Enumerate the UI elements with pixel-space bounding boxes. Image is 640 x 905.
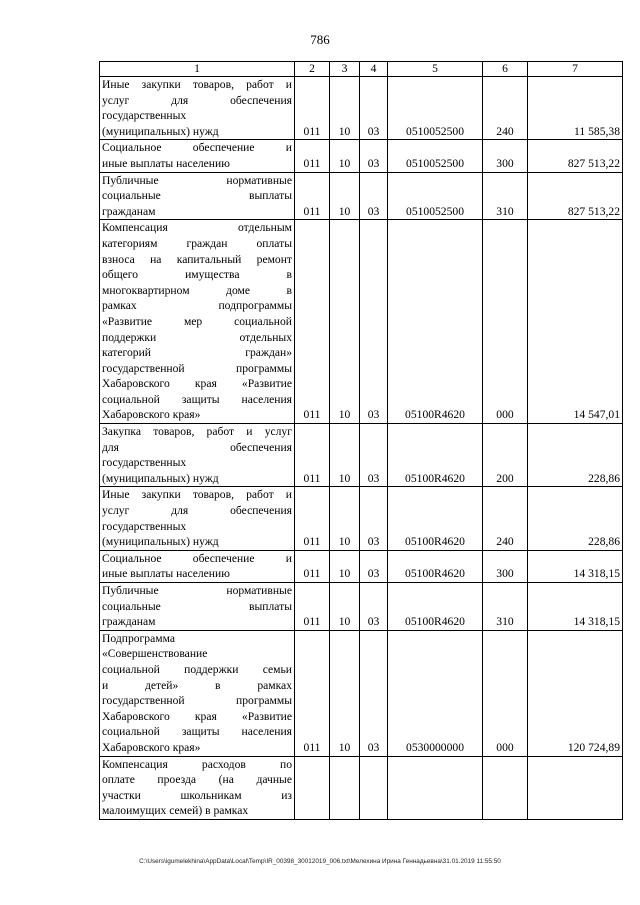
file-path-footer: C:\Users\igumelekhina\AppData\Local\Temp\IR_00398_30012019_006.txt\Мелехина Ирина Геннадьевна\31.01.2019 11:55:50 (139, 858, 501, 865)
row-name-cell (100, 424, 295, 487)
target-article-cell: 05100R4620 (388, 550, 483, 582)
header-cell: 2 (295, 62, 330, 77)
row-name-line: услуг для обеспечения (102, 93, 292, 107)
row-name-line: услуг для обеспечения (102, 504, 292, 518)
expense-type-cell: 200 (483, 424, 528, 487)
table-header-row (100, 62, 623, 77)
subsection-code-cell: 03 (360, 77, 388, 140)
admin-code-cell: 011 (295, 172, 330, 220)
row-name-line: (муниципальных) нужд (102, 471, 219, 485)
row-name-line: «Совершенствование (102, 647, 208, 661)
expense-type-cell: 240 (483, 487, 528, 550)
amount-cell: 14 318,15 (528, 550, 623, 582)
table-row (100, 172, 623, 220)
section-code-cell: 10 (330, 583, 360, 631)
row-name-line: (муниципальных) нужд (102, 124, 219, 138)
subsection-code-cell: 03 (360, 583, 388, 631)
admin-code-cell: 011 (295, 583, 330, 631)
page-number: 786 (310, 32, 330, 47)
amount-cell (528, 756, 623, 819)
target-article-cell: 05100R4620 (388, 424, 483, 487)
row-name-line: Социальное обеспечение и (102, 141, 292, 155)
subsection-code-cell (360, 756, 388, 819)
subsection-code-cell: 03 (360, 487, 388, 550)
budget-table (99, 61, 623, 820)
section-code-cell: 10 (330, 487, 360, 550)
header-cell: 4 (360, 62, 388, 77)
row-name-cell (100, 172, 295, 220)
row-name-line: Иные закупки товаров, работ и (102, 488, 292, 502)
row-name-line: «Развитие мер социальной (102, 314, 292, 328)
expense-type-cell: 000 (483, 220, 528, 424)
row-name-cell (100, 220, 295, 424)
row-name-line: социальной защиты населения (102, 392, 292, 406)
section-code-cell: 10 (330, 630, 360, 756)
row-name-cell (100, 630, 295, 756)
admin-code-cell: 011 (295, 140, 330, 172)
row-name-line: гражданам (102, 204, 156, 218)
amount-cell: 120 724,89 (528, 630, 623, 756)
row-name-cell (100, 756, 295, 819)
admin-code-cell: 011 (295, 630, 330, 756)
expense-type-cell: 310 (483, 583, 528, 631)
row-name-line: малоимущих семей) в рамках (102, 804, 249, 818)
admin-code-cell (295, 756, 330, 819)
target-article-cell: 05100R4620 (388, 583, 483, 631)
amount-cell: 228,86 (528, 487, 623, 550)
row-name-cell (100, 550, 295, 582)
target-article-cell: 0510052500 (388, 77, 483, 140)
section-code-cell: 10 (330, 220, 360, 424)
admin-code-cell: 011 (295, 550, 330, 582)
row-name-line: категорий граждан» (102, 346, 292, 360)
section-code-cell: 10 (330, 172, 360, 220)
row-name-line: для обеспечения (102, 440, 292, 454)
header-cell: 5 (388, 62, 483, 77)
row-name-line: Компенсация расходов по (102, 757, 292, 771)
expense-type-cell: 000 (483, 630, 528, 756)
row-name-line: иные выплаты населению (102, 567, 230, 581)
target-article-cell: 05100R4620 (388, 220, 483, 424)
table-row (100, 550, 623, 582)
row-name-line: Хабаровского края» (102, 740, 201, 754)
row-name-line: гражданам (102, 615, 156, 629)
amount-cell: 827 513,22 (528, 172, 623, 220)
subsection-code-cell: 03 (360, 424, 388, 487)
admin-code-cell: 011 (295, 77, 330, 140)
row-name-line: государственных (102, 519, 187, 533)
row-name-line: государственных (102, 456, 187, 470)
row-name-line: государственной программы (102, 694, 292, 708)
expense-type-cell: 300 (483, 550, 528, 582)
row-name-line: Подпрограмма (102, 631, 175, 645)
expense-type-cell: 310 (483, 172, 528, 220)
header-cell: 3 (330, 62, 360, 77)
row-name-line: социальные выплаты (102, 189, 292, 203)
target-article-cell (388, 756, 483, 819)
amount-cell: 827 513,22 (528, 140, 623, 172)
expense-type-cell: 300 (483, 140, 528, 172)
row-name-line: взноса на капитальный ремонт (102, 252, 292, 266)
table-row (100, 630, 623, 756)
table-row (100, 77, 623, 140)
amount-cell: 228,86 (528, 424, 623, 487)
header-cell: 1 (100, 62, 295, 77)
row-name-line: и детей» в рамках (102, 678, 292, 692)
row-name-line: Хабаровского края» (102, 408, 201, 422)
admin-code-cell: 011 (295, 424, 330, 487)
amount-cell: 14 318,15 (528, 583, 623, 631)
row-name-line: Иные закупки товаров, работ и (102, 78, 292, 91)
subsection-code-cell: 03 (360, 172, 388, 220)
row-name-line: социальные выплаты (102, 599, 292, 613)
table-row (100, 140, 623, 172)
row-name-line: поддержки отдельных (102, 330, 292, 344)
expense-type-cell (483, 756, 528, 819)
row-name-cell (100, 77, 295, 140)
row-name-line: социальной защиты населения (102, 725, 292, 739)
row-name-line: (муниципальных) нужд (102, 535, 219, 549)
subsection-code-cell: 03 (360, 630, 388, 756)
row-name-line: оплате проезда (на дачные (102, 773, 292, 787)
row-name-line: социальной поддержки семьи (102, 662, 292, 676)
target-article-cell: 0530000000 (388, 630, 483, 756)
row-name-line: Публичные нормативные (102, 584, 292, 597)
amount-cell: 14 547,01 (528, 220, 623, 424)
section-code-cell: 10 (330, 424, 360, 487)
admin-code-cell: 011 (295, 487, 330, 550)
table-row (100, 756, 623, 819)
subsection-code-cell: 03 (360, 220, 388, 424)
row-name-cell (100, 140, 295, 172)
row-name-line: государственной программы (102, 361, 292, 375)
subsection-code-cell: 03 (360, 140, 388, 172)
amount-cell: 11 585,38 (528, 77, 623, 140)
row-name-line: рамках подпрограммы (102, 299, 292, 313)
table-row (100, 583, 623, 631)
row-name-line: Публичные нормативные (102, 173, 292, 187)
expense-type-cell: 240 (483, 77, 528, 140)
row-name-line: Хабаровского края «Развитие (102, 377, 292, 391)
row-name-line: Хабаровского края «Развитие (102, 709, 292, 723)
admin-code-cell: 011 (295, 220, 330, 424)
row-name-cell (100, 487, 295, 550)
row-name-line: общего имущества в (102, 268, 292, 282)
row-name-line: многоквартирном доме в (102, 283, 292, 297)
header-cell: 6 (483, 62, 528, 77)
target-article-cell: 05100R4620 (388, 487, 483, 550)
row-name-line: иные выплаты населению (102, 156, 230, 170)
section-code-cell: 10 (330, 550, 360, 582)
header-cell: 7 (528, 62, 623, 77)
row-name-cell (100, 583, 295, 631)
row-name-line: Социальное обеспечение и (102, 551, 292, 565)
row-name-line: категориям граждан оплаты (102, 236, 292, 250)
section-code-cell (330, 756, 360, 819)
section-code-cell: 10 (330, 77, 360, 140)
subsection-code-cell: 03 (360, 550, 388, 582)
row-name-line: участки школьникам из (102, 788, 292, 802)
section-code-cell: 10 (330, 140, 360, 172)
target-article-cell: 0510052500 (388, 140, 483, 172)
row-name-line: государственных (102, 109, 187, 123)
target-article-cell: 0510052500 (388, 172, 483, 220)
table-row (100, 487, 623, 550)
row-name-line: Закупка товаров, работ и услуг (102, 425, 292, 439)
row-name-line: Компенсация отдельным (102, 221, 292, 235)
table-row (100, 424, 623, 487)
table-row (100, 220, 623, 424)
